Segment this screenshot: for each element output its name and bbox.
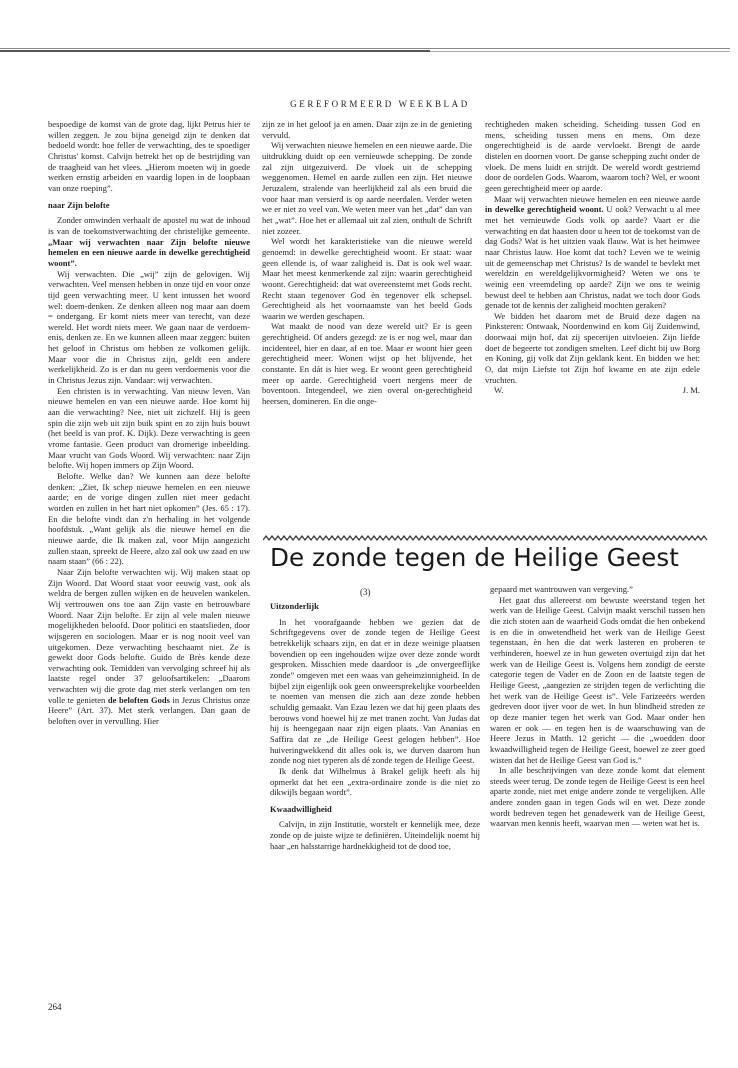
article-title: De zonde tegen de Heilige Geest [270, 543, 680, 572]
paragraph: Wel wordt het karakteristieke van die nieuwe wereld genoemd: in dewelke gerechtigheid woont. Er staat: waar geen ellende is, of waar zaligheid is. Dat is ook wel waar. Maar het meest kenmerkende zal zijn: waarin gerechtigheid woont. Gerechtigheid: dat wat overeenstemt met Gods recht. Recht staan tegenover God èn tegenover elk schepsel. Gerechtigheid als het voornaamste van het beeld Gods waarin we werden geschapen. [262, 236, 472, 321]
top-rule [0, 40, 738, 48]
zigzag-divider [263, 535, 708, 541]
subheading: Kwaadwilligheid [270, 803, 332, 814]
paragraph: Calvijn, in zijn Institutie, worstelt er kennelijk mee, deze zonde op de juiste wijze te definiëren. Uiteindelijk noemt hij haar „en halsstarrige hardnekkigheid tot de dood toe, [270, 819, 480, 851]
paragraph: Wat maakt de nood van deze wereld uit? Er is geen gerechtigheid. Of anders gezegd: ze is er nog wel, maar dan incidenteel, hier en daar, af en toe. Maar er woont hier geen gerechtigheid meer. Wonen wijst op het blijvende, het constante. En dát is hier weg. Er woont geen gerechtigheid meer op aarde. Gerechtigheid voert nergens meer de boventoon. Integendeel, we zien overal on-gerechtigheid heersen, domineren. En die onge- [262, 321, 472, 407]
paragraph: Een christen is in verwachting. Van nieuw leven. Van nieuwe hemelen en van een nieuwe aarde. Hoe komt hij aan die verwachting? Nee, niet uit zichzelf. Hij is geen spin die zijn web uit zijn buik spint en zo zijn huis bouwt (het beeld is van prof. K. Dijk). Deze verwachting is geen vrome fantasie. Geen product van dromerige inbeelding. Maar vrucht van Gods Woord. Wij verwachten: naar Zijn belofte. Wij hopen immers op Zijn Woord. [48, 385, 250, 471]
quote-bold: de beloften Gods [107, 694, 170, 705]
paragraph: Belofte. Welke dan? We kunnen aan deze belofte denken: „Ziet, Ik schep nieuwe hemelen en een nieuwe aarde; en de vorige dingen zullen niet meer gedacht worden en zullen in het hart niet opkomen” (Jes. 65 : 17). En die belofte vindt dan z'n herhaling in het volgende hoofdstuk. „Want gelijk als die nieuwe hemel en die nieuwe aarde, die Ik maken zal, voor Mijn aangezicht zullen staan, spreekt de Heere, alzo zal ook uw zaad en uw naam staan” (66 : 22). [48, 471, 250, 567]
subheading: naar Zijn belofte [48, 199, 110, 210]
paragraph: In het voorafgaande hebben we gezien dat de Schriftgegevens over de zonde tegen de Heilige Geest betrekkelijk schaars zijn, en dat er in deze weinige plaatsen bovendien op een ingehouden wijze over deze zonde wordt gesproken. Misschien mede daardoor is „de onvergeeflijke zonde” omgeven met een waas van geheimzinnigheid. In de bijbel zijn eigenlijk ook geen onweersprekelijke voorbeelden te noemen van mensen die zich aan deze zonde hebben schuldig gemaakt. Van Ezau lezen we dat hij geen plaats des berouws vond hoewel hij ze met tranen zocht. Van Judas dat hij is heengegaan naar zijn eigen plaats. Van Ananias en Saffira dat ze „de Heilige Geest gelogen hebben”. Hoe huiveringwekkend dit alles ook is, we durven daarom hun zonde nog niet typeren als dé zonde tegen de Heilige Geest. [270, 616, 480, 766]
paragraph: Wij verwachten nieuwe hemelen en een nieuwe aarde. Die uitdrukking duidt op een vernieuwde schepping. De zonde zal zijn uitgezuiverd. De vloek uit de schepping weggenomen. Hemel en aarde zullen een zijn. Het nieuwe Jeruzalem, stralende van heerlijkheid zal als een bruid die voor haar man versierd is op aarde neerdalen. Verder weten we er niet zo veel van. We weten meer van het „dat” dan van het „wat”. Hoe het er allemaal uit zal zien, onthult de Schrift niet zozeer. [262, 140, 472, 236]
quote-bold: „Maar wij verwachten naar Zijn belofte nieuwe hemelen en een nieuwe aarde in dewelke gerechtigheid woont”. [48, 236, 250, 268]
signature-left: W. [494, 385, 504, 396]
signature-right: J. M. [682, 385, 700, 396]
paragraph: Ik denk dat Wilhelmus à Brakel gelijk heeft als hij opmerkt dat het een „extra-ordinaire zonde is die niet zo dikwijls begaan wordt”. [270, 765, 480, 798]
paragraph: zijn ze in het geloof ja en amen. Daar zijn ze in de genieting vervuld. [262, 119, 472, 140]
quote-bold: in dewelke gerechtigheid woont. [485, 204, 604, 215]
paragraph-text: Zonder omwinden verhaalt de apostel nu wat de inhoud is van de toekomstverwachting der christelijke gemeente. [48, 215, 250, 236]
paragraph [485, 194, 700, 311]
subheading: Uitzonderlijk [270, 601, 319, 611]
article-column-1 [270, 601, 480, 851]
column-1 [48, 119, 250, 727]
paragraph: We bidden het daarom met de Bruid deze dagen na Pinksteren: Ontwaak, Noordenwind en kom Gij Zuidenwind, doorwaai mijn hof, dat zij specerijen uitvloeien. Zijn liefde doet de begeerte tot zondigen smelten. Leef dicht bij uw Borg en Koning, gij volk dat Zijn geklank kent. En bidden we het: O, dat mijn Liefste tot Zijn hof kwame en ate zijn edele vruchten. [485, 310, 700, 385]
paragraph: Het gaat dus allereerst om bewuste weerstand tegen het werk van de Heilige Geest. Calvijn maakt verschil tussen hen die zich stoten aan de waarheid Gods omdat die hen onbekend is en die in onwetendheid het werk van de Heilige Geest tegenstaan, èn hen die dat werk lasteren en proberen te verhinderen, hoewel ze in hun geweten overtuigd zijn dat het werk van de Heilige Geest is. Volgens hem zondigt de eerste categorie tegen de Vader en de Zoon en de laatste tegen de Heilige Geest, „aangezien ze strijden tegen de verlichting die het werk van de Heilige Geest is”. Vele Farizeeërs werden gedreven door ijver voor de wet. In hun blindheid streden ze op deze manier tegen het werk van God. Maar onder hen waren er ook — en tegen hen is de waarschuwing van de Heere Jezus in Matth. 12 gericht — die „woedden door kwaadwilligheid tegen de Heilige Geest, hoewel ze zeer goed wisten dat het de Heilige Geest van God is.” [490, 594, 705, 765]
paragraph-text: Maar wij verwachten nieuwe hemelen en een nieuwe aarde [494, 193, 700, 204]
paragraph-text: Naar Zijn belofte verwachten wij. Wij maken staat op Zijn Woord. Dat Woord staat voor eeuwig vast, ook als weldra de bergen zullen wijken en de heuvelen wankelen. Wij vertrouwen ons toe aan Zijn vaste en betrouwbare Woord. Naar Zijn belofte. Er zijn al vele malen nieuwe mogelijkheden beloofd. Door politici en staatslieden, door wijsgeren en sociologen. Maar er is nog nooit veel van uitgekomen. Deze verwachting beschaamt niet. Ze is gewekt door Gods belofte. Guido de Brès kende deze verwachting ook. Temidden van vervolging schreef hij als laatste regel onder 37 geloofsartikelen: „Daarom verwachten wij die grote dag met sterk verlangen om ten volle te genieten [48, 566, 250, 705]
paragraph: In alle beschrijvingen van deze zonde komt dat element steeds weer terug. De zonde tegen de Heilige Geest is een heel aparte zonde, niet met enige andere zonde te vergelijken. Alle andere zonden gaan in tegen Gods wil en wet. Deze zonde wordt bedreven tegen het genadewerk van de Heilige Geest, waarvan men kennis heeft, waarvan men — weten wat het is. [490, 765, 705, 829]
paragraph: bespoedige de komst van de grote dag, lijkt Petrus hier te willen zeggen. Je zou bijna geneigd zijn te denken dat bedoeld wordt: hoe feller de verwachting, des te spoediger Christus' komst. Calvijn betrekt het op de bestrijding van de traagheid van het vlees. „Hierom moeten wij in goede werken ernstig arbeiden en vaardig lopen in de loopbaan van onze roeping”. [48, 119, 250, 193]
paragraph [48, 567, 250, 727]
paragraph-text: in Jezus Christus onze Heere” (Art. 37). Met sterk verlangen. Dan gaan de beloften over in vervulling. Hier [48, 694, 250, 727]
article-number: (3) [360, 587, 371, 597]
article-column-2 [490, 584, 705, 829]
page-number: 264 [48, 1002, 62, 1012]
paragraph-text: U ook? Verwacht u al mee met het vernieuwde Gods volk op aarde? Vaart er die verwachting en dat haasten door u heen tot de toekomst van de dag Gods? Wat is het uitzien vaak flauw. Wat is het heimwee naar Christus lauw. Hoe komt dat toch? Leven we te weinig uit de gemeenschap met Christus? Is de wandel te bevlekt met wereldzin en wereldgelijkvormigheid? Weten we ons te weinig een vreemdeling op aarde? Zijn we ons te weinig bewust deel te hebben aan Christus, nadat we toch door Gods genade tot de kennis der zaligheid mochten geraken? [485, 204, 700, 311]
paragraph: Wij verwachten. Die „wij” zijn de gelovigen. Wij verwachten. Veel mensen hebben in onze tijd en voor onze tijd geen verwachting meer. U kent intussen het woord wel: doem-denken. Ze denken alleen nog maar aan doem = ondergang. Er komt niets meer van terecht, van deze wereld. Het wordt niets meer. We gaan naar de verdoem-enis, denken ze. En we kunnen alleen maar zeggen: buiten het geloof in Christus om hebben ze volkomen gelijk. Maar voor die in Christus zijn, geldt een andere werkelijkheid. Zo is er dan nu geen verdoemenis voor die in Christus Jezus zijn. Vandaar: wij verwachten. [48, 268, 250, 386]
column-2 [262, 119, 472, 407]
paragraph [48, 215, 250, 268]
paragraph: rechtigheden maken scheiding. Scheiding tussen God en mens, scheiding tussen mens en mens. Om deze ongerechtigheid is de aarde vervloekt. Brengt de aarde distelen en doornen voort. De ganse schepping zucht onder de vloek. De mens luidt en strijdt. De wereld wordt gestriemd door de oordelen Gods. Waarom, waarom toch? Wel, er woont geen gerechtigheid meer op aarde. [485, 119, 700, 193]
signature [485, 385, 700, 396]
running-header: GEREFORMEERD WEEKBLAD [290, 99, 470, 109]
column-3 [485, 119, 700, 396]
paragraph: gepaard met wantrouwen van vergeving.” [490, 584, 633, 594]
